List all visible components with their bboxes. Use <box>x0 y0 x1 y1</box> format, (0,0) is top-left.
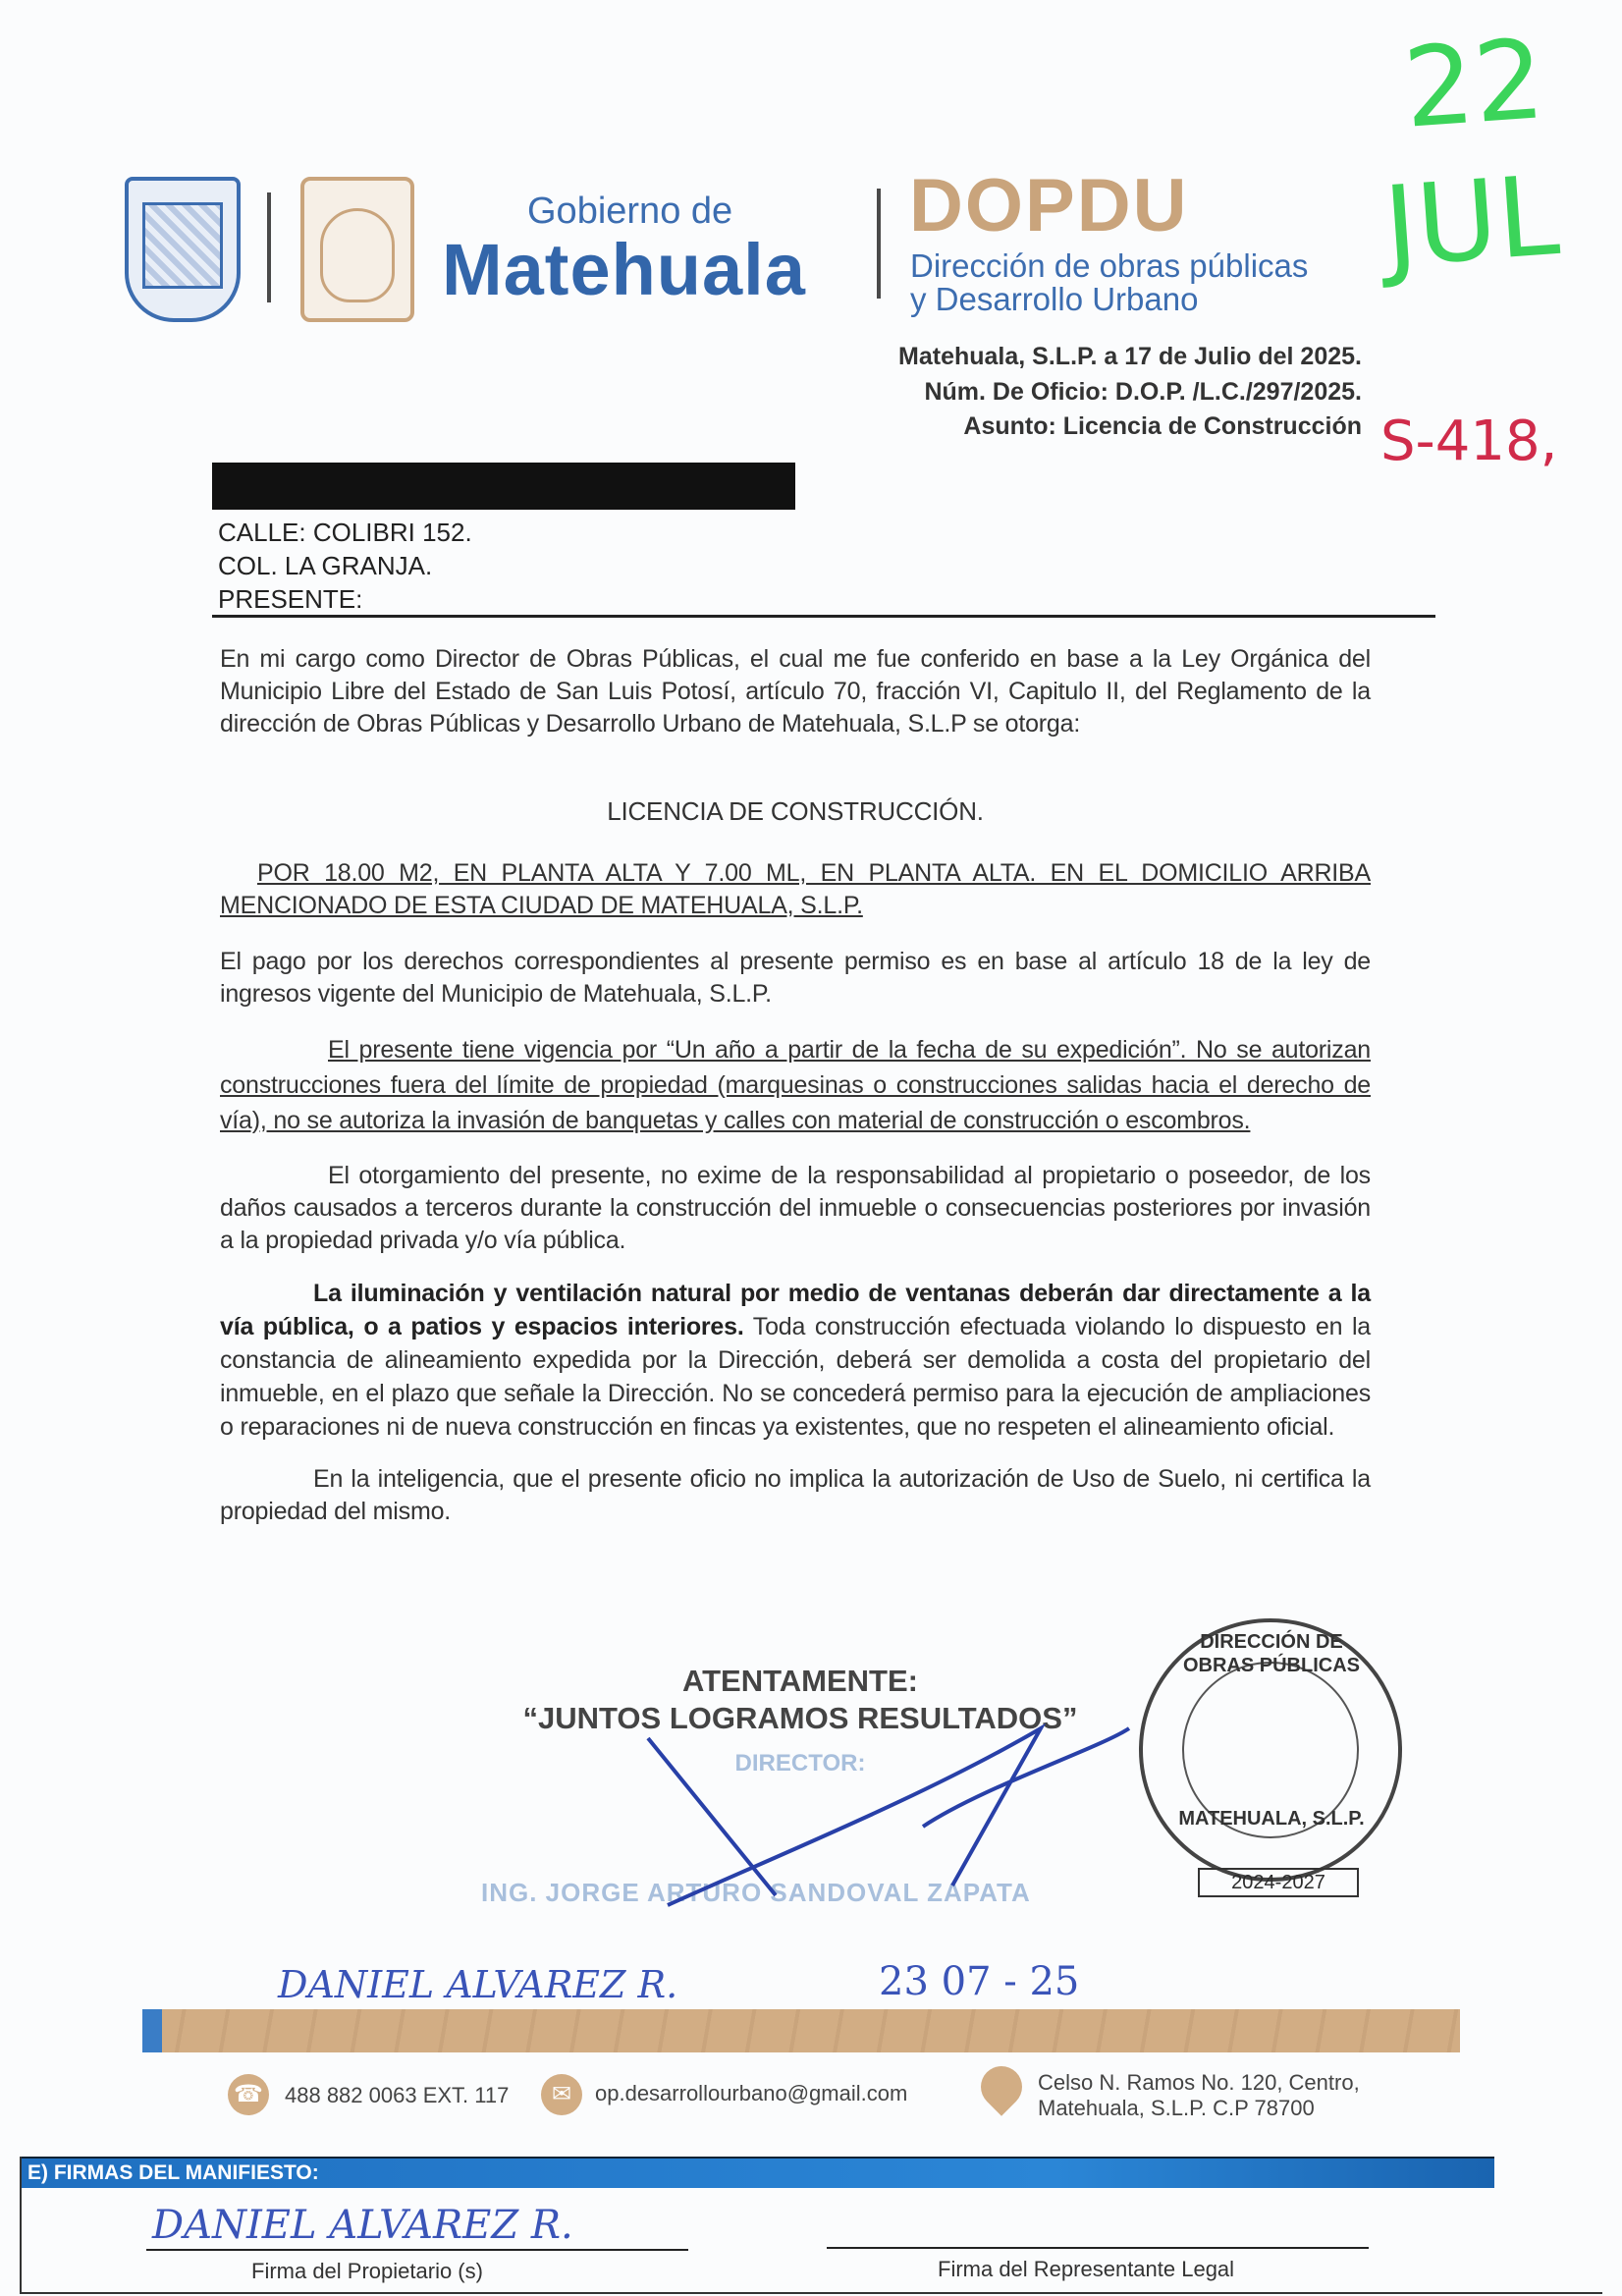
place-date: Matehuala, S.L.P. a 17 de Julio del 2025. <box>898 343 1362 370</box>
handwritten-day: 22 <box>1399 16 1548 153</box>
letter-body <box>220 643 1371 1528</box>
dept-acronym: DOPDU <box>909 164 1189 247</box>
dept-line2: y Desarrollo Urbano <box>910 281 1199 317</box>
footer-email: op.desarrollourbano@gmail.com <box>595 2081 908 2105</box>
municipal-shield-logo <box>125 177 241 322</box>
handwritten-folio: S-418, <box>1380 410 1558 473</box>
phone-icon: ☎ <box>228 2074 269 2115</box>
seal-top-text: DIRECCIÓN DE OBRAS PÚBLICAS <box>1182 1631 1360 1676</box>
mail-icon: ✉ <box>541 2074 582 2115</box>
legal-signature-label: Firma del Representante Legal <box>938 2257 1235 2281</box>
address-line1: Celso N. Ramos No. 120, Centro, <box>1038 2070 1360 2095</box>
handwritten-month: JUL <box>1379 151 1563 293</box>
recipient-colonia: COL. LA GRANJA. <box>218 551 433 580</box>
recipient-presente: PRESENTE: <box>218 584 363 614</box>
lighting-rest: Toda construcción efectuada violando lo dispuesto en la constancia de alineamiento expedida por la Dirección, deberá ser demolida a costa del propietario del inmueble, en el plazo que señale la Dirección. No se concederá permiso para la ejecución de ampliaciones o reparaciones ni de nueva construcción en fincas ya existentes, que no respeten el alineamiento oficial. <box>220 1313 1371 1441</box>
divider <box>877 189 881 299</box>
lighting-paragraph <box>220 1277 1371 1444</box>
liability-paragraph: El otorgamiento del presente, no exime de la responsabilidad al propietario o poseedor, de los daños causados a terceros durante la construcción del inmueble o consecuencias posteriores por invasión a la propiedad privada y/o vía pública. <box>220 1162 1371 1254</box>
owner-signature-line <box>146 2249 688 2251</box>
intro-paragraph: En mi cargo como Director de Obras Públicas, el cual me fue conferido en base a la Ley Orgánica del Municipio Libre del Estado de San Luis Potosí, artículo 70, fracción VI, Capitulo II, del Reglamento de la dirección de Obras Públicas y Desarrollo Urbano de Matehuala, S.L.P se otorga: <box>220 645 1371 738</box>
atentamente: ATENTAMENTE: <box>682 1664 918 1698</box>
subject: Asunto: Licencia de Construcción <box>963 412 1362 440</box>
header-rule <box>212 615 1435 618</box>
legal-signature-line <box>827 2247 1369 2249</box>
signatures-section-title: E) FIRMAS DEL MANIFIESTO: <box>22 2157 1494 2188</box>
dept-line1: Dirección de obras públicas <box>910 247 1309 284</box>
oficio-number: Núm. De Oficio: D.O.P. /L.C./297/2025. <box>924 378 1362 406</box>
gov-line2: Matehuala <box>442 229 806 310</box>
payment-paragraph: El pago por los derechos correspondientes al presente permiso es en base al artículo 18 de la ley de ingresos vigente del Municipio de Matehuala, S.L.P. <box>220 948 1371 1008</box>
address-line2: Matehuala, S.L.P. C.P 78700 <box>1038 2096 1315 2120</box>
dept-name <box>910 249 1308 316</box>
location-pin-icon <box>972 2057 1030 2115</box>
divider <box>267 192 271 302</box>
receipt-name: DANIEL ALVAREZ R. <box>278 1963 678 2006</box>
footer-band <box>142 2009 1460 2052</box>
seal-years: 2024-2027 <box>1198 1868 1359 1897</box>
matehuala-emblem-logo <box>300 177 414 322</box>
receipt-date: 23 07 - 25 <box>879 1959 1080 2004</box>
gov-line1: Gobierno de <box>527 191 733 232</box>
footer-address <box>1038 2070 1360 2121</box>
owner-signature-label: Firma del Propietario (s) <box>251 2259 483 2283</box>
director-name: ING. JORGE ARTURO SANDOVAL ZAPATA <box>481 1878 1031 1907</box>
lighting-bold: La iluminación y ventilación natural por medio de ventanas deberán dar directamente a la vía pública, o a patios y espacios interiores. <box>220 1280 1371 1340</box>
license-title: LICENCIA DE CONSTRUCCIÓN. <box>607 796 984 826</box>
land-use-paragraph: En la inteligencia, que el presente oficio no implica la autorización de Uso de Suelo, ni certifica la propiedad del mismo. <box>220 1465 1371 1525</box>
recipient-street: CALLE: COLIBRI 152. <box>218 518 472 547</box>
license-scope: POR 18.00 M2, EN PLANTA ALTA Y 7.00 ML, EN PLANTA ALTA. EN EL DOMICILIO ARRIBA MENCIONADO DE ESTA CIUDAD DE MATEHUALA, S.L.P. <box>220 859 1371 919</box>
director-label: DIRECTOR: <box>734 1750 866 1777</box>
footer-phone: 488 882 0063 EXT. 117 <box>285 2083 510 2107</box>
seal-bottom-text: MATEHUALA, S.L.P. <box>1178 1808 1365 1830</box>
redacted-recipient-name <box>212 463 795 510</box>
director-signature <box>628 1709 1139 1935</box>
slogan: “JUNTOS LOGRAMOS RESULTADOS” <box>522 1701 1078 1735</box>
owner-signature: DANIEL ALVAREZ R. <box>152 2203 573 2248</box>
validity-paragraph: El presente tiene vigencia por “Un año a partir de la fecha de su expedición”. No se autorizan construcciones fuera del límite de propiedad (marquesinas o construcciones salidas hacia el derecho de vía), no se autoriza la invasión de banquetas y calles con material de construcción o escombros. <box>220 1036 1371 1134</box>
